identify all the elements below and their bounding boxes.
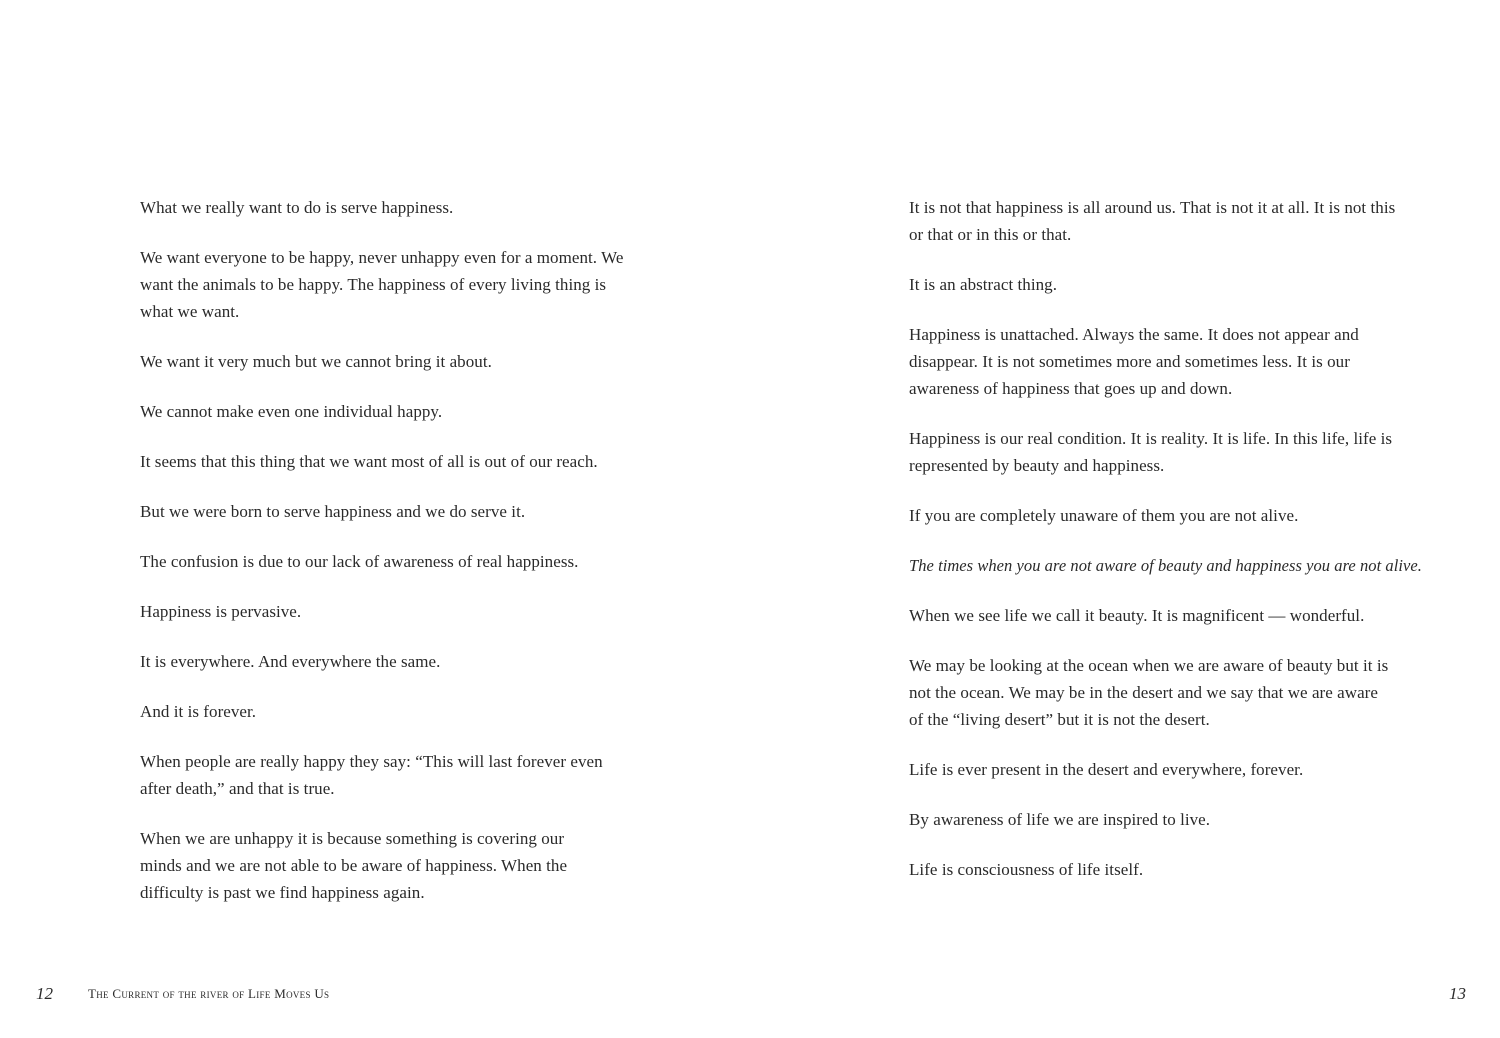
paragraph: The confusion is due to our lack of awareness of real happiness. <box>140 552 579 571</box>
paragraph: By awareness of life we are inspired to live. <box>909 810 1211 829</box>
paragraph: Life is ever present in the desert and everywhere, forever. <box>909 760 1304 779</box>
paragraph: When we see life we call it beauty. It is magnificent — wonderful. <box>909 606 1365 625</box>
paragraph: Life is consciousness of life itself. <box>909 860 1144 879</box>
paragraph: It seems that this thing that we want most of all is out of our reach. <box>140 452 598 471</box>
right-page-text <box>909 194 1422 906</box>
paragraph: We want everyone to be happy, never unhappy even for a moment. We want the animals to be happy. The happiness of every living thing is what we want. <box>140 248 624 321</box>
paragraph: If you are completely unaware of them you are not alive. <box>909 506 1299 525</box>
left-page-text <box>140 194 635 929</box>
paragraph: Happiness is unattached. Always the same. It does not appear and disappear. It is not sometimes more and sometimes less. It is our awareness of happiness that goes up and down. <box>909 325 1359 398</box>
paragraph: Happiness is our real condition. It is reality. It is life. In this life, life is represented by beauty and happiness. <box>909 429 1393 475</box>
paragraph: Happiness is pervasive. <box>140 602 302 621</box>
running-head: The Current of the river of Life Moves Us <box>88 986 330 1001</box>
paragraph: When we are unhappy it is because something is covering our minds and we are not able to be aware of happiness. When the difficulty is past we find happiness again. <box>140 829 568 902</box>
paragraph: It is an abstract thing. <box>909 275 1058 294</box>
paragraph: It is not that happiness is all around us. That is not it at all. It is not this or that or in this or that. <box>909 198 1396 244</box>
paragraph: It is everywhere. And everywhere the same. <box>140 652 441 671</box>
paragraph: When people are really happy they say: “This will last forever even after death,” and that is true. <box>140 752 603 798</box>
paragraph: What we really want to do is serve happiness. <box>140 198 454 217</box>
paragraph: The times when you are not aware of beauty and happiness you are not alive. <box>909 556 1422 575</box>
paragraph: But we were born to serve happiness and we do serve it. <box>140 502 526 521</box>
page-number: 12 <box>36 984 53 1003</box>
right-page <box>750 0 1500 1038</box>
paragraph: And it is forever. <box>140 702 257 721</box>
paragraph: We may be looking at the ocean when we are aware of beauty but it is not the ocean. We may be in the desert and we say that we are aware of the “living desert” but it is not the desert. <box>909 656 1389 729</box>
paragraph: We cannot make even one individual happy. <box>140 402 443 421</box>
page-number: 13 <box>1449 984 1466 1003</box>
paragraph: We want it very much but we cannot bring it about. <box>140 352 492 371</box>
